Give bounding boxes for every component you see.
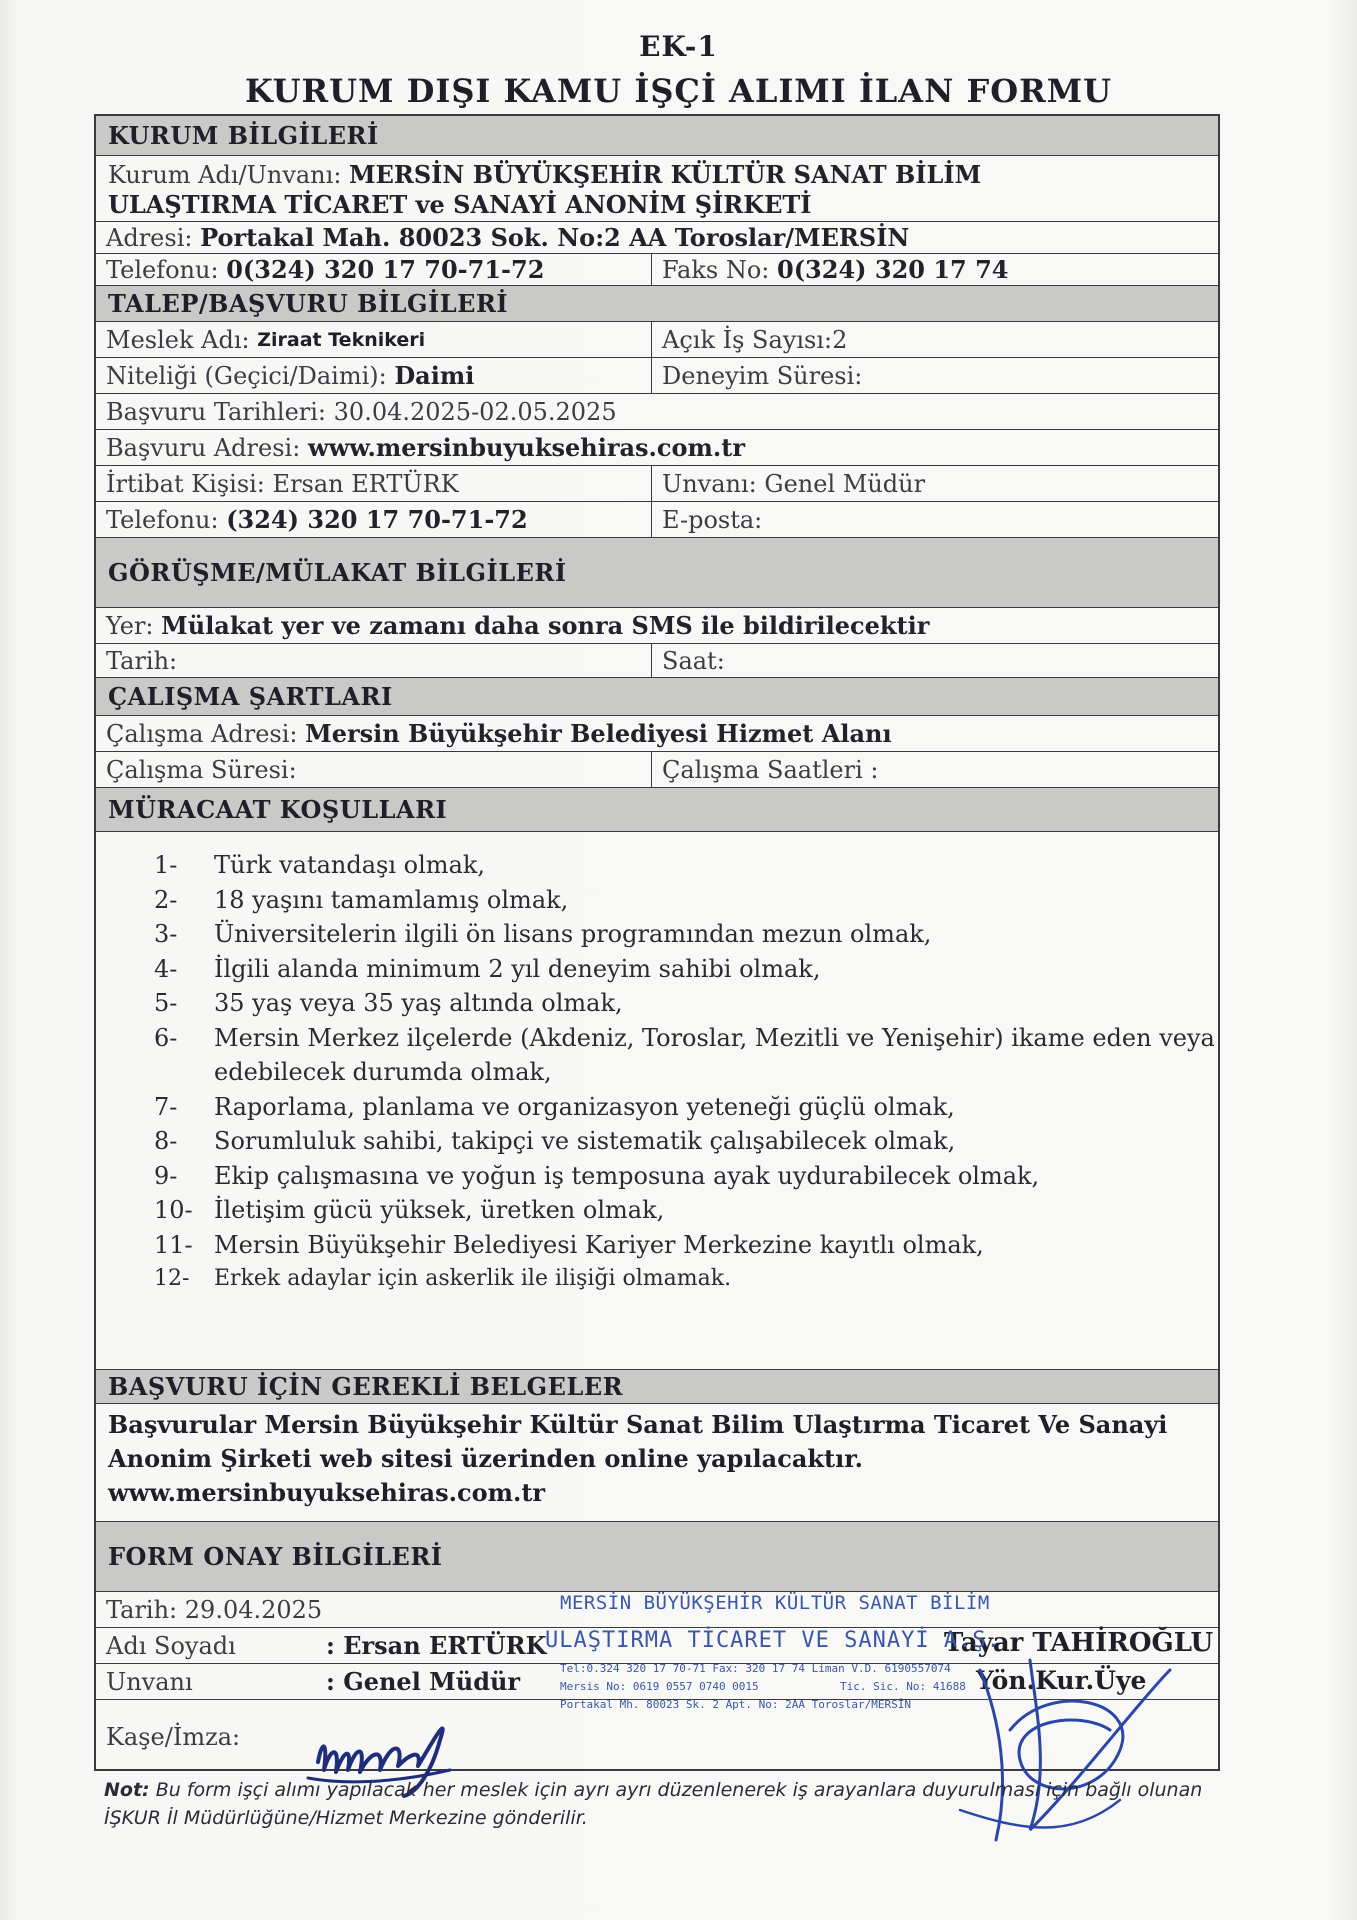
meslek-value: Ziraat Teknikeri <box>257 328 426 351</box>
section-title: TALEP/BAŞVURU BİLGİLERİ <box>108 289 509 318</box>
section-title: FORM ONAY BİLGİLERİ <box>108 1542 443 1571</box>
section-talep <box>96 286 1218 322</box>
onay-tarih: Tarih: 29.04.2025 <box>106 1595 323 1624</box>
list-item: 9- Ekip çalışmasına ve yoğun iş temposuna ayak uydurabilecek olmak, <box>154 1161 1040 1190</box>
kurum-name-label: Kurum Adı/Unvanı: <box>108 161 342 189</box>
second-signatory-title: Yön.Kur.Üye <box>976 1666 1147 1695</box>
calisma-saat-label: Çalışma Saatleri : <box>651 752 1222 787</box>
basvuru-tarih-value: 30.04.2025-02.05.2025 <box>333 397 617 426</box>
gorusme-saat-label: Saat: <box>651 644 1222 677</box>
section-onay <box>96 1522 1218 1592</box>
footnote-label: Not: <box>104 1779 150 1801</box>
kase-imza-label: Kaşe/İmza: <box>106 1722 241 1751</box>
row-kurum-name <box>96 156 1218 222</box>
basvuru-adres-value: www.mersinbuyuksehiras.com.tr <box>307 433 746 462</box>
row-irtibat <box>96 466 1218 502</box>
belgeler-line-1: Başvurular Mersin Büyükşehir Kültür Sanat Bilim Ulaştırma Ticaret Ve Sanayi <box>108 1410 1168 1439</box>
list-item: 4- İlgili alanda minimum 2 yıl deneyim sahibi olmak, <box>154 954 821 983</box>
row-kurum-phone <box>96 254 1218 286</box>
conditions-list <box>94 848 1244 1297</box>
section-kurum <box>96 116 1218 156</box>
belgeler-line-2: Anonim Şirketi web sitesi üzerinden online yapılacaktır. <box>108 1444 864 1473</box>
fax-label: Faks No: <box>662 255 770 284</box>
fax-value: 0(324) 320 17 74 <box>777 255 1009 284</box>
irtibat-tel-value: (324) 320 17 70-71-72 <box>226 505 528 534</box>
basvuru-tarih-label: Başvuru Tarihleri: <box>106 397 327 426</box>
row-yer <box>96 608 1218 644</box>
footnote <box>104 1776 1254 1832</box>
unvan-value: Genel Müdür <box>764 469 926 498</box>
section-title: GÖRÜŞME/MÜLAKAT BİLGİLERİ <box>108 558 567 587</box>
irtibat-label: İrtibat Kişisi: <box>106 469 265 498</box>
basvuru-adres-label: Başvuru Adresi: <box>106 433 301 462</box>
annex-label: EK-1 <box>639 30 718 63</box>
list-item: 3- Üniversitelerin ilgili ön lisans programından mezun olmak, <box>154 920 932 948</box>
onay-ad-label: Adı Soyadı <box>106 1631 236 1660</box>
phone-label: Telefonu: <box>106 255 219 284</box>
list-item: 7- Raporlama, planlama ve organizasyon yeteneği güçlü olmak, <box>154 1092 955 1121</box>
calisma-adres-label: Çalışma Adresi: <box>106 719 298 748</box>
kurum-name-line1: MERSİN BÜYÜKŞEHİR KÜLTÜR SANAT BİLİM <box>349 160 982 189</box>
kurum-name-line2: ULAŞTIRMA TİCARET ve SANAYİ ANONİM ŞİRKETİ <box>108 190 812 219</box>
section-title: MÜRACAAT KOŞULLARI <box>108 795 448 824</box>
address-value: Portakal Mah. 80023 Sok. No:2 AA Toroslar/MERSİN <box>200 223 910 252</box>
row-basvuru-adres <box>96 430 1218 466</box>
irtibat-value: Ersan ERTÜRK <box>272 469 459 498</box>
onay-ad-value: : Ersan ERTÜRK <box>326 1631 547 1660</box>
yer-value: Mülakat yer ve zamanı daha sonra SMS ile bildirilecektir <box>161 611 930 640</box>
list-item: 5- 35 yaş veya 35 yaş altında olmak, <box>154 989 623 1017</box>
onay-unvan-value: : Genel Müdür <box>326 1667 521 1696</box>
row-irtibat-tel <box>96 502 1218 538</box>
list-item: 12- Erkek adaylar için askerlik ile ilişiği olmamak. <box>154 1266 732 1291</box>
gorusme-tarih-label: Tarih: <box>106 646 178 675</box>
row-calisma-sure <box>96 752 1218 788</box>
list-item: 8- Sorumluluk sahibi, takipçi ve sistematik çalışabilecek olmak, <box>154 1127 956 1155</box>
meslek-label: Meslek Adı: <box>106 325 250 354</box>
yer-label: Yer: <box>106 611 154 640</box>
section-muracaat <box>96 788 1218 832</box>
eposta-label: E-posta: <box>651 502 1222 537</box>
list-item: 2- 18 yaşını tamamlamış olmak, <box>154 885 569 914</box>
row-nitelik <box>96 358 1218 394</box>
row-calisma-adres <box>96 716 1218 752</box>
section-title: ÇALIŞMA ŞARTLARI <box>108 682 393 711</box>
nitelik-value: Daimi <box>394 361 475 390</box>
row-basvuru-tarih <box>96 394 1218 430</box>
deneyim-suresi: Deneyim Süresi: <box>651 358 1222 393</box>
list-item: 6- Mersin Merkez ilçelerde (Akdeniz, Toroslar, Mezitli ve Yenişehir) ikame eden veya edebilecek durumda olmak, <box>154 1023 1215 1086</box>
row-kurum-address <box>96 222 1218 254</box>
list-item: 10- İletişim gücü yüksek, üretken olmak, <box>154 1196 665 1224</box>
section-calisma <box>96 678 1218 716</box>
belgeler-website: www.mersinbuyuksehiras.com.tr <box>108 1478 546 1507</box>
irtibat-tel-label: Telefonu: <box>106 505 219 534</box>
belgeler-body <box>96 1404 1218 1522</box>
footnote-text: Bu form işçi alımı yapılacak her meslek için ayrı ayrı düzenlenerek iş arayanlara duyurulması için bağlı olunan İŞKUR İl Müdürlüğüne/Hizmet Merkezine gönderilir. <box>104 1779 1203 1829</box>
section-title: KURUM BİLGİLERİ <box>108 121 379 150</box>
acik-is-sayisi: Açık İş Sayısı:2 <box>651 322 1222 357</box>
phone-value: 0(324) 320 17 70-71-72 <box>226 255 545 284</box>
calisma-sure-label: Çalışma Süresi: <box>106 755 297 784</box>
onay-unvan-label: Unvanı <box>106 1667 193 1696</box>
section-title: BAŞVURU İÇİN GEREKLİ BELGELER <box>108 1372 624 1401</box>
section-belgeler <box>96 1370 1218 1404</box>
address-label: Adresi: <box>106 223 193 252</box>
form-title: KURUM DIŞI KAMU İŞÇİ ALIMI İLAN FORMU <box>244 72 1113 110</box>
section-gorusme <box>96 538 1218 608</box>
nitelik-label: Niteliği (Geçici/Daimi): <box>106 361 387 390</box>
list-item: 1- Türk vatandaşı olmak, <box>154 851 486 879</box>
unvan-label: Unvanı: <box>662 469 757 498</box>
second-signatory-name: Tayar TAHİROĞLU <box>944 1628 1214 1658</box>
list-item: 11- Mersin Büyükşehir Belediyesi Kariyer Merkezine kayıtlı olmak, <box>154 1230 984 1259</box>
calisma-adres-value: Mersin Büyükşehir Belediyesi Hizmet Alanı <box>305 719 892 748</box>
row-meslek <box>96 322 1218 358</box>
row-tarih-saat <box>96 644 1218 678</box>
